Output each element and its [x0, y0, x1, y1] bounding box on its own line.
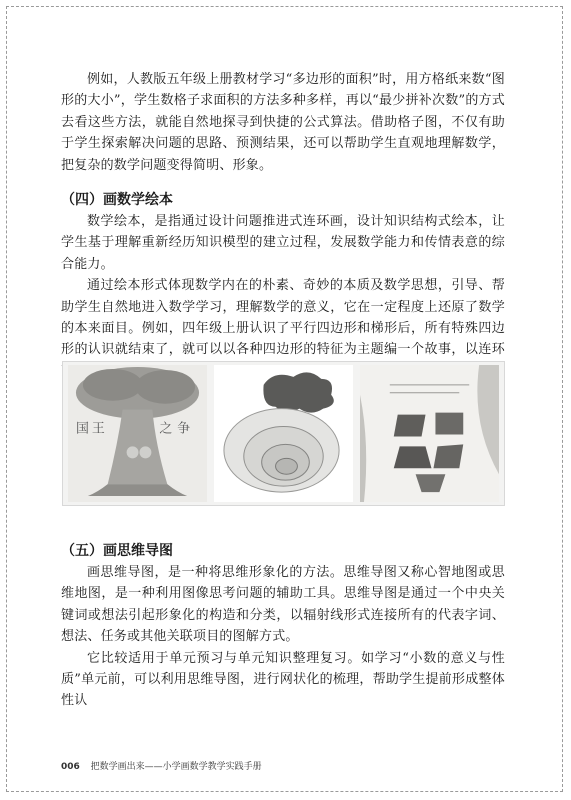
figure-title-char-4: 争 — [177, 421, 191, 437]
intro-paragraph: 例如，人教版五年级上册教材学习“多边形的面积”时，用方格纸来数“图形的大小”，学生数格子求面积的方法多种多样，再以“最少拼补次数”的方式去看这些方法，就能自然地探寻到快捷的公式算法。借助格子图，不仅有助于学生探索解决问题的思路、预测结果，还可以帮助学生直观地理解数学，把复杂的数学问题变得简明、形象。 — [61, 72, 505, 173]
page-footer — [61, 759, 262, 772]
figure-panel-quadrilaterals — [358, 365, 501, 502]
figure-title-char-1: 国 — [75, 421, 89, 437]
picture-book-paragraph-1: 数学绘本，是指通过设计问题推进式连环画，设计知识结构式绘本，让学生基于理解重新经历知识模型的建立过程，发展数学能力和传情表意的综合能力。 — [61, 214, 505, 272]
quadrilaterals-drawing-image — [358, 365, 501, 502]
section-heading-picture-book: （四）画数学绘本 — [61, 192, 173, 208]
tree-drawing-image — [66, 365, 209, 502]
book-title: 把数学画出来——小学画数学教学实践手册 — [90, 762, 262, 772]
page-number: 006 — [61, 762, 80, 772]
nested-circles-drawing-image — [212, 365, 355, 502]
picture-book-paragraph-2: 通过绘本形式体现数学内在的朴素、奇妙的本质及数学思想，引导、帮助学生自然地进入数学学习，理解数学的意义，它在一定程度上还原了数学的本来面目。例如，四年级上册认识了平行四边形和梯形后，所有特殊四边形的认识就结束了，就可以以各种四边形的特征为主题编一个故事，以连环 — [61, 278, 505, 358]
figure-title-char-3: 之 — [159, 421, 173, 437]
section-mind-map-body — [61, 562, 505, 712]
section-heading-mind-map: （五）画思维导图 — [61, 543, 173, 559]
mind-map-paragraph-2: 它比较适用于单元预习与单元知识整理复习。如学习“小数的意义与性质”单元前，可以利用思维导图，进行网状化的梳理，帮助学生提前形成整体性认 — [61, 650, 505, 709]
mind-map-paragraph-1: 画思维导图，是一种将思维形象化的方法。思维导图又称心智地图或思维地图，是一种利用图像思考问题的辅助工具。思维导图是通过一个中央关键词或想法引起形象化的构造和分类，以辐射线形式连接所有的代表字词、想法、任务或其他关联项目的图解方式。 — [61, 565, 505, 645]
figure-panel-nested-circles — [212, 365, 355, 502]
section-picture-book-body — [61, 211, 505, 382]
picture-book-figure — [62, 361, 505, 506]
figure-panel-tree-king — [66, 365, 209, 502]
figure-title-char-2: 王 — [91, 421, 105, 437]
page-content — [61, 69, 505, 709]
